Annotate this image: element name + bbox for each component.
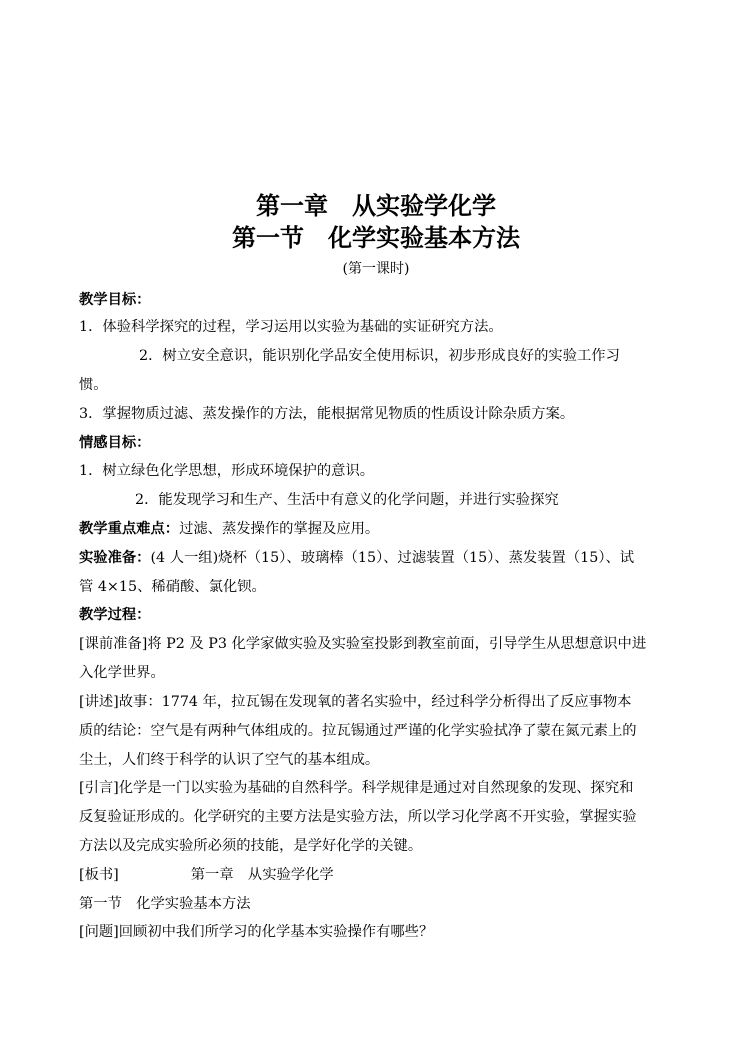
objective-item-1: 1．体验科学探究的过程，学习运用以实验为基础的实证研究方法。 xyxy=(79,319,503,335)
emotion-item-2: 2．能发现学习和生产、生活中有意义的化学问题，并进行实验探究 xyxy=(135,492,559,508)
question-line: [问题]回顾初中我们所学习的化学基本实验操作有哪些？ xyxy=(79,924,434,940)
process-para-3-line-3: 方法以及完成实验所必须的技能，是学好化学的关键。 xyxy=(79,838,423,854)
process-para-2-line-1: [讲述]故事：1774 年，拉瓦锡在发现氧的著名实验中，经过科学分析得出了反应事物本 xyxy=(79,694,632,710)
emotion-item-1: 1．树立绿色化学思想，形成环境保护的意识。 xyxy=(79,463,375,479)
process-heading: 教学过程： xyxy=(79,607,151,623)
objective-item-2-line-2: 惯。 xyxy=(79,377,108,393)
chapter-title: 第一章 从实验学化学 xyxy=(256,191,496,220)
process-para-3-line-1: [引言]化学是一门以实验为基础的自然科学。科学规律是通过对自然现象的发现、探究和 xyxy=(79,780,634,796)
process-para-3-line-2: 反复验证形成的。化学研究的主要方法是实验方法，所以学习化学离不开实验，掌握实验 xyxy=(79,809,637,825)
board-label: [板书] xyxy=(79,867,119,883)
board-text: 第一章 从实验学化学 xyxy=(190,867,334,883)
board-section: 第一节 化学实验基本方法 xyxy=(79,896,251,912)
emotion-heading: 情感目标： xyxy=(79,435,151,451)
key-points-line xyxy=(79,519,379,539)
preparation-line-1 xyxy=(79,548,634,568)
key-points-label: 教学重点难点： xyxy=(79,521,180,537)
objective-item-3: 3．掌握物质过滤、蒸发操作的方法，能根据常见物质的性质设计除杂质方案。 xyxy=(79,406,575,422)
preparation-label: 实验准备： xyxy=(79,550,151,566)
process-para-1-line-1: [课前准备]将 P2 及 P3 化学家做实验及实验室投影到教室前面，引导学生从思想意识中进 xyxy=(79,636,647,652)
process-para-2-line-2: 质的结论：空气是有两种气体组成的。拉瓦锡通过严谨的化学实验拭净了蒙在氮元素上的 xyxy=(79,723,637,739)
board-line xyxy=(79,865,334,885)
section-title: 第一节 化学实验基本方法 xyxy=(232,223,520,252)
process-para-2-line-3: 尘土，人们终于科学的认识了空气的基本组成。 xyxy=(79,752,380,768)
lesson-label: (第一课时) xyxy=(342,261,410,277)
objectives-heading: 教学目标： xyxy=(79,292,151,308)
preparation-text-1: (4 人一组)烧杯（15）、玻璃棒（15）、过滤装置（15）、蒸发装置（15）、试 xyxy=(150,550,635,566)
process-para-1-line-2: 入化学世界。 xyxy=(79,665,165,681)
key-points-text: 过滤、蒸发操作的掌握及应用。 xyxy=(179,521,380,537)
preparation-line-2: 管 4×15、稀硝酸、氯化钡。 xyxy=(79,579,266,595)
objective-item-2-line-1: 2．树立安全意识，能识别化学品安全使用标识，初步形成良好的实验工作习 xyxy=(139,348,620,364)
